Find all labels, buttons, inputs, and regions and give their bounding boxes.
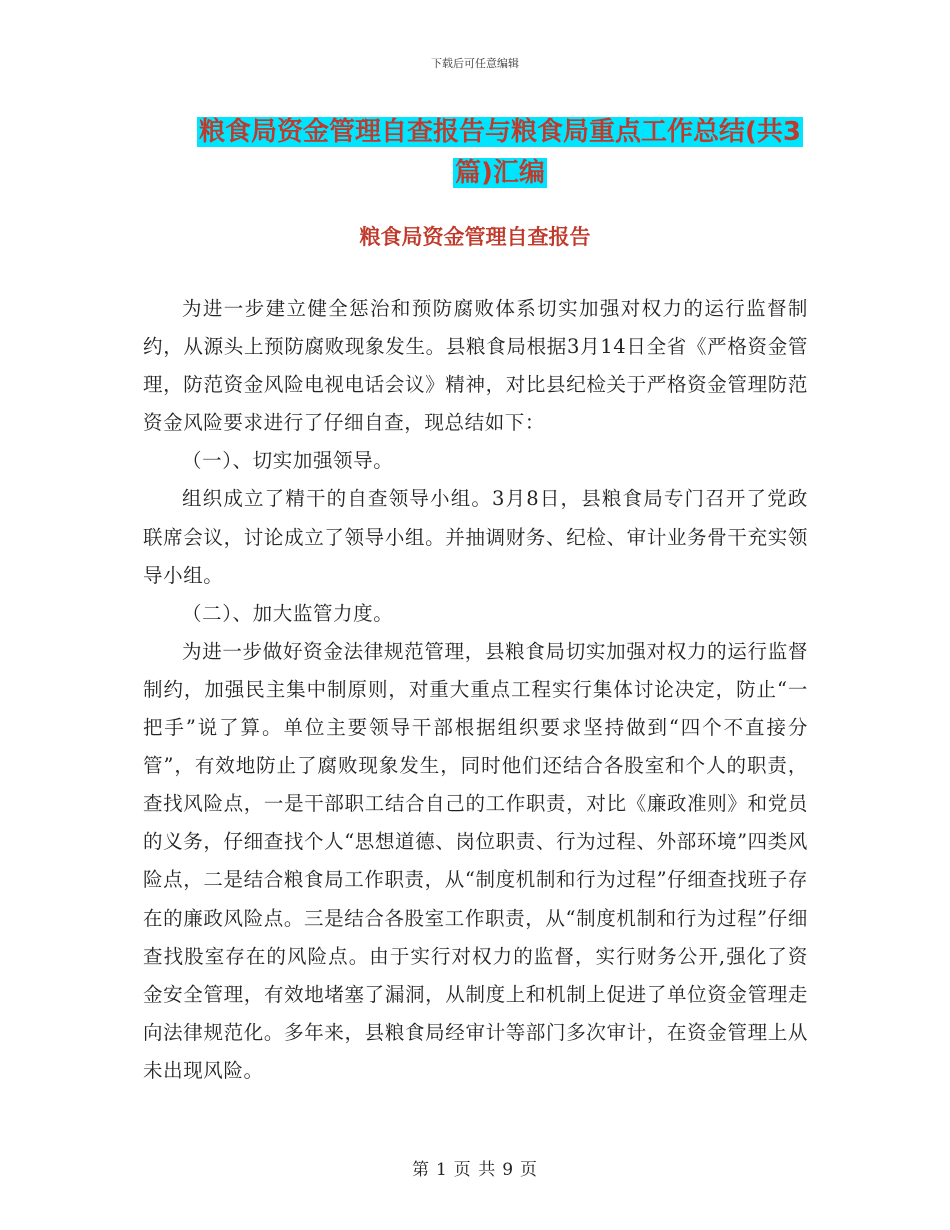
paragraph-heading-2: （二）、加大监管力度。 — [182, 601, 394, 625]
paragraph-intro: 为进一步建立健全惩治和预防腐败体系切实加强对权力的运行监督制约，从源头上预防腐败现象发生。县粮食局根据3月14日全省《严格资金管理，防范资金风险电视电话会议》精神，对比县纪检关于严格资金管理防范资金风险要求进行了仔细自查，现总结如下： — [143, 297, 808, 435]
section-title: 粮食局资金管理自查报告 — [359, 225, 591, 249]
current-page: 1 — [435, 1160, 448, 1180]
page-prefix: 第 — [411, 1160, 430, 1180]
total-pages: 9 — [502, 1160, 515, 1180]
page-middle: 页 共 — [453, 1160, 497, 1180]
document-title-text: 粮食局资金管理自查报告与粮食局重点工作总结(共3篇)汇编 — [199, 117, 801, 188]
page-footer — [0, 1155, 950, 1180]
paragraph-heading-1: （一）、切实加强领导。 — [182, 449, 394, 473]
page-suffix: 页 — [520, 1160, 539, 1180]
header-note: 下载后可任意编辑 — [431, 57, 519, 70]
paragraph-supervision: 为进一步做好资金法律规范管理，县粮食局切实加强对权力的运行监督制约，加强民主集中制原则，对重大重点工程实行集体讨论决定，防止“一把手”说了算。单位主要领导干部根据组织要求坚持做到“四个不直接分管”，有效地防止了腐败现象发生，同时他们还结合各股室和个人的职责，查找风险点，一是干部职工结合自己的工作职责，对比《廉政准则》和党员的义务，仔细查找个人“思想道德、岗位职责、行为过程、外部环境”四类风险点，二是结合粮食局工作职责，从“制度机制和行为过程”仔细查找班子存在的廉政风险点。三是结合各股室工作职责，从“制度机制和行为过程”仔细查找股室存在的风险点。由于实行对权力的监督，实行财务公开,强化了资金安全管理，有效地堵塞了漏洞，从制度上和机制上促进了单位资金管理走向法律规范化。多年来，县粮食局经审计等部门多次审计，在资金管理上从未出现风险。 — [143, 639, 808, 1082]
paragraph-leadership: 组织成立了精干的自查领导小组。3月8日，县粮食局专门召开了党政联席会议，讨论成立了领导小组。并抽调财务、纪检、审计业务骨干充实领导小组。 — [143, 487, 808, 587]
document-title — [185, 112, 815, 194]
document-body — [143, 290, 808, 1090]
